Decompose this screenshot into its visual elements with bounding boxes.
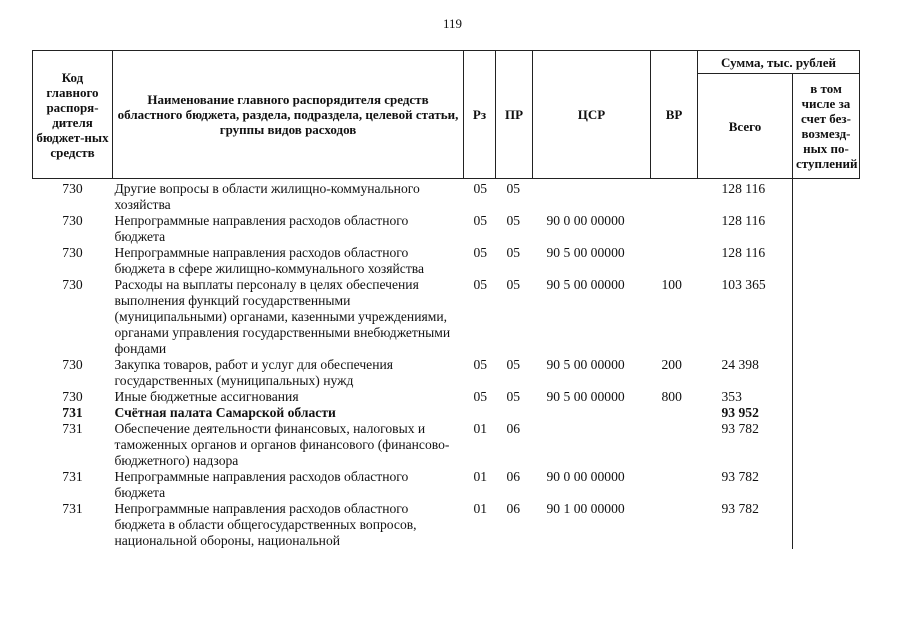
cell-extra [793, 245, 860, 277]
cell-rz [464, 405, 496, 421]
cell-code: 730 [62, 181, 83, 196]
cell-code: 731 [62, 421, 83, 436]
cell-name: Другие вопросы в области жилищно-коммунального хозяйства [114, 181, 420, 212]
cell-vr: 800 [661, 389, 682, 404]
cell-code: 730 [62, 277, 83, 292]
cell-rz: 05 [473, 357, 488, 372]
header-sum: Сумма, тыс. рублей [698, 51, 860, 74]
cell-extra [793, 213, 860, 245]
cell-rz: 01 [473, 421, 488, 436]
cell-csr [533, 179, 651, 214]
cell-total: 128 116 [721, 213, 766, 228]
cell-extra [793, 421, 860, 469]
table-row [33, 389, 860, 405]
cell-csr: 90 5 00 00000 [546, 245, 625, 260]
cell-pr [496, 405, 533, 421]
cell-name: Иные бюджетные ассигнования [114, 389, 299, 404]
cell-csr: 90 5 00 00000 [546, 357, 625, 372]
header-extra: в том числе за счет без-возмезд-ных по-ступлений [793, 74, 860, 179]
header-name: Наименование главного распорядителя средств областного бюджета, раздела, подраздела, целевой статьи, группы видов расходов [113, 51, 464, 179]
cell-csr: 90 5 00 00000 [546, 389, 625, 404]
cell-rz: 05 [473, 277, 488, 292]
cell-vr: 200 [661, 357, 682, 372]
cell-rz: 01 [473, 501, 488, 516]
cell-extra [793, 357, 860, 389]
table-row [33, 469, 860, 501]
cell-vr: 100 [661, 277, 682, 292]
cell-code: 730 [62, 245, 83, 260]
cell-csr: 90 5 00 00000 [546, 277, 625, 292]
cell-csr [533, 421, 651, 469]
cell-csr: 90 0 00 00000 [546, 213, 625, 228]
header-csr: ЦСР [533, 51, 651, 179]
header-rz: Рз [464, 51, 496, 179]
cell-name: Непрограммные направления расходов областного бюджета в сфере жилищно-коммунального хозяйства [114, 245, 425, 276]
cell-pr: 05 [506, 389, 521, 404]
page-number: 119 [442, 16, 463, 31]
cell-rz: 05 [473, 181, 488, 196]
cell-extra [793, 179, 860, 214]
table-row [33, 179, 860, 214]
cell-csr [533, 405, 651, 421]
cell-code: 731 [62, 501, 83, 516]
cell-pr: 06 [506, 469, 521, 484]
cell-name: Обеспечение деятельности финансовых, налоговых и таможенных органов и органов финансового (финансово-бюджетного) надзора [114, 421, 450, 468]
cell-vr [651, 421, 698, 469]
cell-name: Непрограммные направления расходов областного бюджета в области общегосударственных вопросов, национальной обороны, национальной [114, 501, 417, 548]
cell-total: 128 116 [721, 181, 766, 196]
cell-name: Непрограммные направления расходов областного бюджета [114, 469, 409, 500]
cell-total: 353 [721, 389, 742, 404]
cell-code: 731 [62, 469, 83, 484]
cell-rz: 05 [473, 245, 488, 260]
cell-total: 93 782 [721, 501, 759, 516]
cell-rz: 05 [473, 389, 488, 404]
cell-vr [651, 469, 698, 501]
cell-name: Счётная палата Самарской области [114, 405, 336, 420]
cell-pr: 05 [506, 245, 521, 260]
cell-name: Непрограммные направления расходов областного бюджета [114, 213, 409, 244]
table-row [33, 357, 860, 389]
cell-rz: 01 [473, 469, 488, 484]
cell-name: Закупка товаров, работ и услуг для обеспечения государственных (муниципальных) нужд [114, 357, 393, 388]
cell-vr [651, 501, 698, 549]
cell-vr [651, 179, 698, 214]
cell-vr [651, 245, 698, 277]
cell-extra [793, 501, 860, 549]
cell-csr: 90 1 00 00000 [546, 501, 625, 516]
table-row [33, 421, 860, 469]
cell-vr [651, 405, 698, 421]
cell-extra [793, 389, 860, 405]
header-pr: ПР [496, 51, 533, 179]
table-row [33, 277, 860, 357]
cell-total: 93 952 [721, 405, 759, 420]
cell-pr: 05 [506, 277, 521, 292]
cell-pr: 05 [506, 181, 521, 196]
cell-vr [651, 213, 698, 245]
cell-pr: 05 [506, 213, 521, 228]
cell-rz: 05 [473, 213, 488, 228]
cell-pr: 06 [506, 501, 521, 516]
cell-total: 93 782 [721, 421, 759, 436]
cell-code: 730 [62, 389, 83, 404]
cell-total: 128 116 [721, 245, 766, 260]
header-vr: ВР [651, 51, 698, 179]
cell-code: 731 [62, 405, 83, 420]
cell-code: 730 [62, 357, 83, 372]
cell-extra [793, 277, 860, 357]
cell-name: Расходы на выплаты персоналу в целях обеспечения выполнения функций государственными (муниципальными) органами, казенными учреждениями, органами управления государственными внебюджетными фондами [114, 277, 451, 356]
header-total: Всего [698, 74, 793, 179]
cell-extra [793, 405, 860, 421]
table-body [33, 179, 860, 550]
cell-csr: 90 0 00 00000 [546, 469, 625, 484]
header-code: Код главного распоря-дителя бюджет-ных средств [33, 51, 113, 179]
cell-total: 103 365 [721, 277, 766, 292]
cell-total: 93 782 [721, 469, 759, 484]
budget-table [32, 50, 860, 549]
table-row [33, 501, 860, 549]
cell-extra [793, 469, 860, 501]
cell-pr: 06 [506, 421, 521, 436]
table-row-section [33, 405, 860, 421]
cell-code: 730 [62, 213, 83, 228]
cell-total: 24 398 [721, 357, 759, 372]
table-row [33, 213, 860, 245]
cell-pr: 05 [506, 357, 521, 372]
table-row [33, 245, 860, 277]
